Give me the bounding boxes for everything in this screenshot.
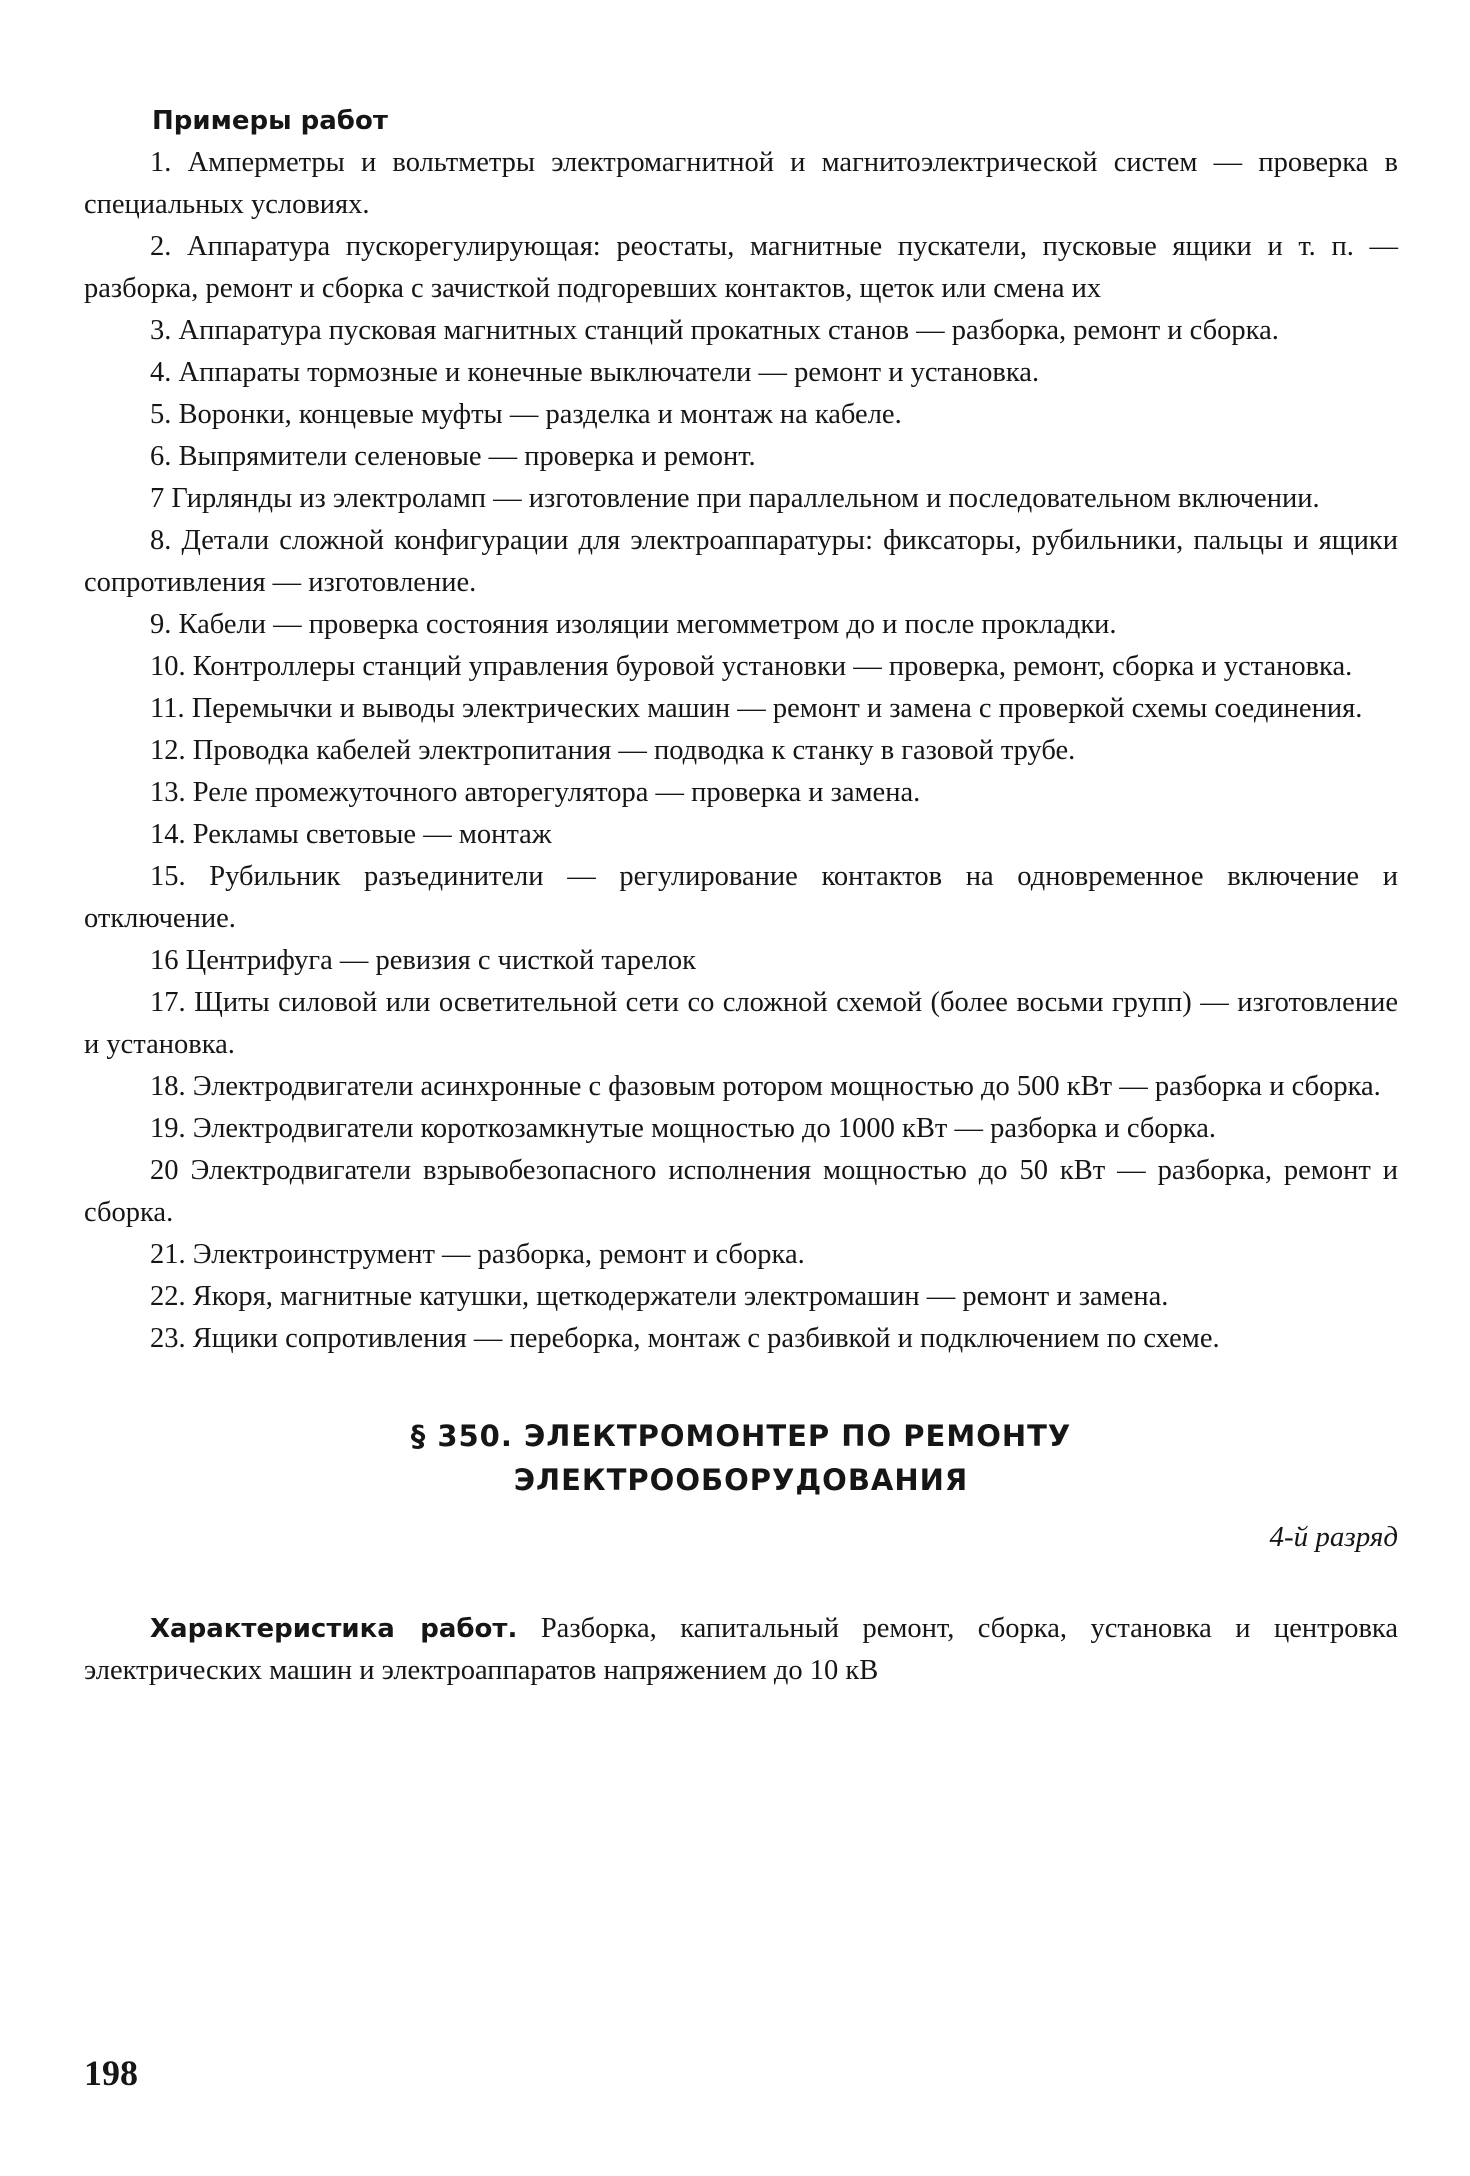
example-item: 18. Электродвигатели асинхронные с фазовым ротором мощностью до 500 кВт — разборка и сборка. <box>150 1071 1381 1102</box>
section-title <box>84 1414 1398 1502</box>
examples-list <box>84 142 1398 1360</box>
example-item: 12. Проводка кабелей электропитания — подводка к станку в газовой трубе. <box>150 735 1076 766</box>
page-number: 198 <box>84 2053 138 2093</box>
examples-heading: Примеры работ <box>152 106 388 136</box>
characteristic-label: Характеристика работ. <box>150 1614 518 1644</box>
characteristic-text: Разборка, капитальный ремонт, сборка, установка и центровка электрических машин и электроаппаратов напряжением до 10 кВ <box>84 1613 1398 1686</box>
example-item: 22. Якоря, магнитные катушки, щеткодержатели электромашин — ремонт и замена. <box>150 1281 1169 1312</box>
example-item: 4. Аппараты тормозные и конечные выключатели — ремонт и установка. <box>150 357 1040 388</box>
example-item: 7 Гирлянды из электроламп — изготовление при параллельном и последовательном включении. <box>150 483 1320 514</box>
example-item: 19. Электродвигатели короткозамкнутые мощностью до 1000 кВт — разборка и сборка. <box>150 1113 1217 1144</box>
section-title-line-1: § 350. ЭЛЕКТРОМОНТЕР ПО РЕМОНТУ <box>410 1419 1072 1453</box>
example-item: 10. Контроллеры станций управления буровой установки — проверка, ремонт, сборка и установка. <box>150 651 1353 682</box>
example-item: 8. Детали сложной конфигурации для электроаппаратуры: фиксаторы, рубильники, пальцы и ящики сопротивления — изготовление. <box>84 525 1398 598</box>
example-item: 21. Электроинструмент — разборка, ремонт и сборка. <box>150 1239 805 1270</box>
page-content <box>84 100 1398 1721</box>
rank-label: 4-й разряд <box>1269 1521 1398 1553</box>
example-item: 20 Электродвигатели взрывобезопасного исполнения мощностью до 50 кВт — разборка, ремонт и сборка. <box>84 1155 1398 1228</box>
example-item: 14. Рекламы световые — монтаж <box>150 819 552 850</box>
example-item: 23. Ящики сопротивления — переборка, монтаж с разбивкой и подключением по схеме. <box>150 1323 1220 1354</box>
example-item: 9. Кабели — проверка состояния изоляции мегомметром до и после прокладки. <box>150 609 1117 640</box>
example-item: 11. Перемычки и выводы электрических машин — ремонт и замена с проверкой схемы соединения. <box>150 693 1363 724</box>
example-item: 1. Амперметры и вольтметры электромагнитной и магнитоэлектрической систем — проверка в специальных условиях. <box>84 147 1398 220</box>
example-item: 17. Щиты силовой или осветительной сети со сложной схемой (более восьми групп) — изготовление и установка. <box>84 987 1398 1060</box>
example-item: 3. Аппаратура пусковая магнитных станций прокатных станов — разборка, ремонт и сборка. <box>150 315 1279 346</box>
example-item: 5. Воронки, концевые муфты — разделка и монтаж на кабеле. <box>150 399 902 430</box>
example-item: 13. Реле промежуточного авторегулятора — проверка и замена. <box>150 777 921 808</box>
example-item: 15. Рубильник разъединители — регулирование контактов на одновременное включение и отключение. <box>84 861 1398 934</box>
example-item: 2. Аппаратура пускорегулирующая: реостаты, магнитные пускатели, пусковые ящики и т. п. — разборка, ремонт и сборка с зачисткой подгоревших контактов, щеток или смена их <box>84 231 1398 304</box>
section-title-line-2: ЭЛЕКТРООБОРУДОВАНИЯ <box>513 1463 969 1497</box>
example-item: 16 Центрифуга — ревизия с чисткой тарелок <box>150 945 697 976</box>
example-item: 6. Выпрямители селеновые — проверка и ремонт. <box>150 441 756 472</box>
characteristic-paragraph <box>84 1608 1398 1692</box>
